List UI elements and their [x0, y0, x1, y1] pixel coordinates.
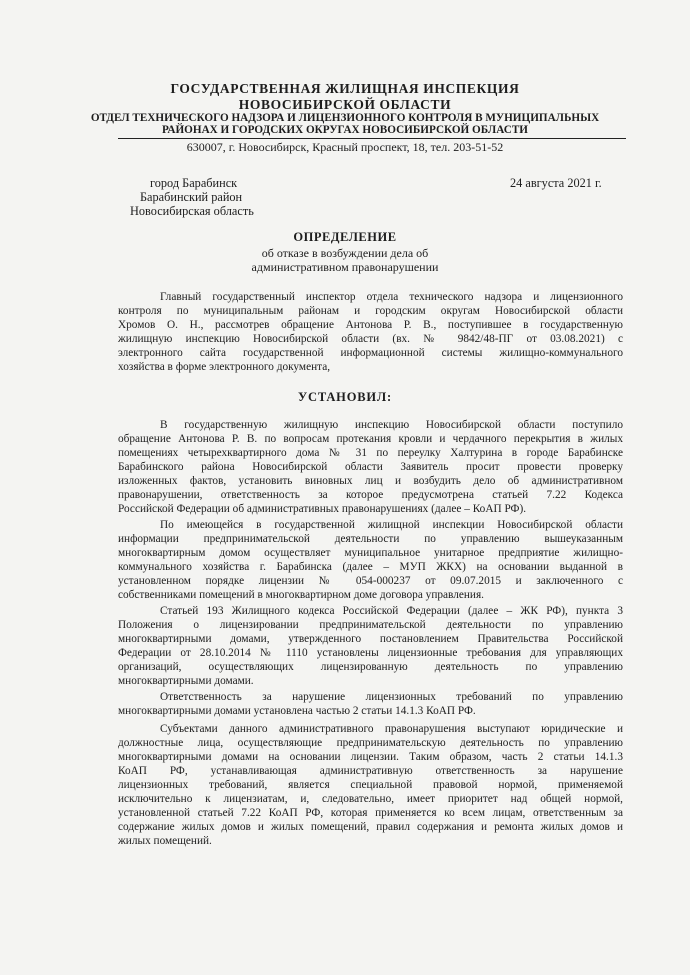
document-title: ОПРЕДЕЛЕНИЕ [293, 230, 397, 244]
department-line1: ОТДЕЛ ТЕХНИЧЕСКОГО НАДЗОРА И ЛИЦЕНЗИОННОГО КОНТРОЛЯ В МУНИЦИПАЛЬНЫХ [90, 112, 600, 124]
text-line: установленной статьей 7.22 КоАП РФ, которая применяется ко всем лицам, ответственным за [118, 807, 623, 819]
text-line: многоквартирными домами на основании лицензии. Таким образом, часть 2 статьи 14.1.3 [118, 751, 623, 763]
text-line: В государственную жилищную инспекцию Новосибирской области поступило [160, 419, 623, 431]
org-name-line1: ГОСУДАРСТВЕННАЯ ЖИЛИЩНАЯ ИНСПЕКЦИЯ [170, 81, 520, 96]
text-line: обращение Антонова Р. В. по вопросам протекания кровли и чердачного перекрытия в жилых [118, 433, 623, 445]
text-line: изложенных фактов, установить виновных лиц и возбудить дело об административном [118, 475, 623, 487]
text-line: информации предпринимательской деятельности по управлению вышеуказанным [118, 533, 623, 545]
body-paragraph-1 [118, 418, 623, 516]
text-line: помещениях четырехквартирного дома № 31 по переулку Халтурина в городе Барабинске [118, 447, 623, 459]
text-line: собственниками помещений в многоквартирном доме договора управления. [118, 589, 484, 601]
text-line: Главный государственный инспектор отдела технического надзора и лицензионного [160, 291, 623, 303]
text-line: установленном порядке лицензии № 054-000237 от 09.07.2015 и заключенного с [118, 575, 623, 587]
text-line: Российской Федерации об административных правонарушениях (далее – КоАП РФ). [118, 503, 527, 515]
text-line: многоквартирными домами установлена частью 2 статьи 14.1.3 КоАП РФ. [118, 705, 476, 717]
text-line: Ответственность за нарушение лицензионных требований по управлению [160, 691, 623, 703]
document-subtitle-line2: административном правонарушении [251, 260, 439, 274]
header-divider [118, 138, 626, 139]
text-line: организаций, осуществляющих лицензированную деятельность по управлению [118, 661, 623, 673]
text-line: правонарушении, ответственность за которое предусмотрена статьей 7.22 Кодекса [118, 489, 623, 501]
text-line: Статьей 193 Жилищного кодекса Российской Федерации (далее – ЖК РФ), пункта 3 [160, 605, 623, 617]
intro-paragraph [118, 290, 623, 374]
org-address: 630007, г. Новосибирск, Красный проспект, 18, тел. 203-51-52 [186, 140, 504, 154]
text-line: электронного сайта государственной информационной системы жилищно-коммунального [118, 347, 623, 359]
text-line: КоАП РФ, устанавливающая административную ответственность за нарушение [118, 765, 623, 777]
text-line: Положения о лицензировании предпринимательской деятельности по управлению [118, 619, 623, 631]
location-city: город Барабинск [150, 176, 238, 190]
text-line: исключительно к лицензиатам, и, следовательно, имеет приоритет над общей нормой, [118, 793, 623, 805]
text-line: Барабинского района Новосибирской области Заявитель просит провести проверку [118, 461, 623, 473]
text-line: лицензионных требований, является специальной правовой нормой, применяемой [118, 779, 623, 791]
text-line: многоквартирным домом осуществляет муниципальное унитарное предприятие жилищно- [118, 547, 623, 559]
text-line: Хромов О. Н., рассмотрев обращение Антонова Р. В., поступившее в государственную [118, 319, 623, 331]
section-heading-established: УСТАНОВИЛ: [298, 390, 392, 404]
department-line2: РАЙОНАХ И ГОРОДСКИХ ОКРУГАХ НОВОСИБИРСКОЙ ОБЛАСТИ [162, 124, 528, 136]
text-line: коммунального хозяйства г. Барабинска (далее – МУП ЖКХ) на основании выданной в [118, 561, 623, 573]
location-region: Новосибирская область [130, 204, 254, 218]
text-line: По имеющейся в государственной жилищной инспекции Новосибирской области [160, 519, 623, 531]
text-line: хозяйства в форме электронного документа, [118, 361, 331, 373]
document-subtitle-line1: об отказе в возбуждении дела об [261, 246, 429, 260]
body-paragraph-4 [118, 690, 623, 718]
text-line: жилищную инспекцию Новосибирской области (вх. № 9842/48-ПГ от 03.08.2021) с [118, 333, 623, 345]
text-line: содержание жилых домов и жилых помещений, правил содержания и ремонта жилых домов и [118, 821, 623, 833]
text-line: Субъектами данного административного правонарушения выступают юридические и [160, 723, 623, 735]
location-district: Барабинский район [140, 190, 243, 204]
text-line: должностные лица, осуществляющие предпринимательскую деятельность по управлению [118, 737, 623, 749]
text-line: Федерации от 28.10.2014 № 1110 установлены лицензионные требования для управляющих [118, 647, 623, 659]
text-line: многоквартирными домами, утвержденного постановлением Правительства Российской [118, 633, 623, 645]
document-date: 24 августа 2021 г. [510, 176, 602, 190]
text-line: жилых помещений. [118, 835, 212, 847]
text-line: контроля по муниципальным районам и городским округам Новосибирской области [118, 305, 623, 317]
body-paragraph-3 [118, 604, 623, 688]
body-paragraph-2 [118, 518, 623, 602]
body-paragraph-5 [118, 722, 623, 848]
org-name-line2: НОВОСИБИРСКОЙ ОБЛАСТИ [238, 97, 452, 112]
text-line: многоквартирными домами. [118, 675, 254, 687]
